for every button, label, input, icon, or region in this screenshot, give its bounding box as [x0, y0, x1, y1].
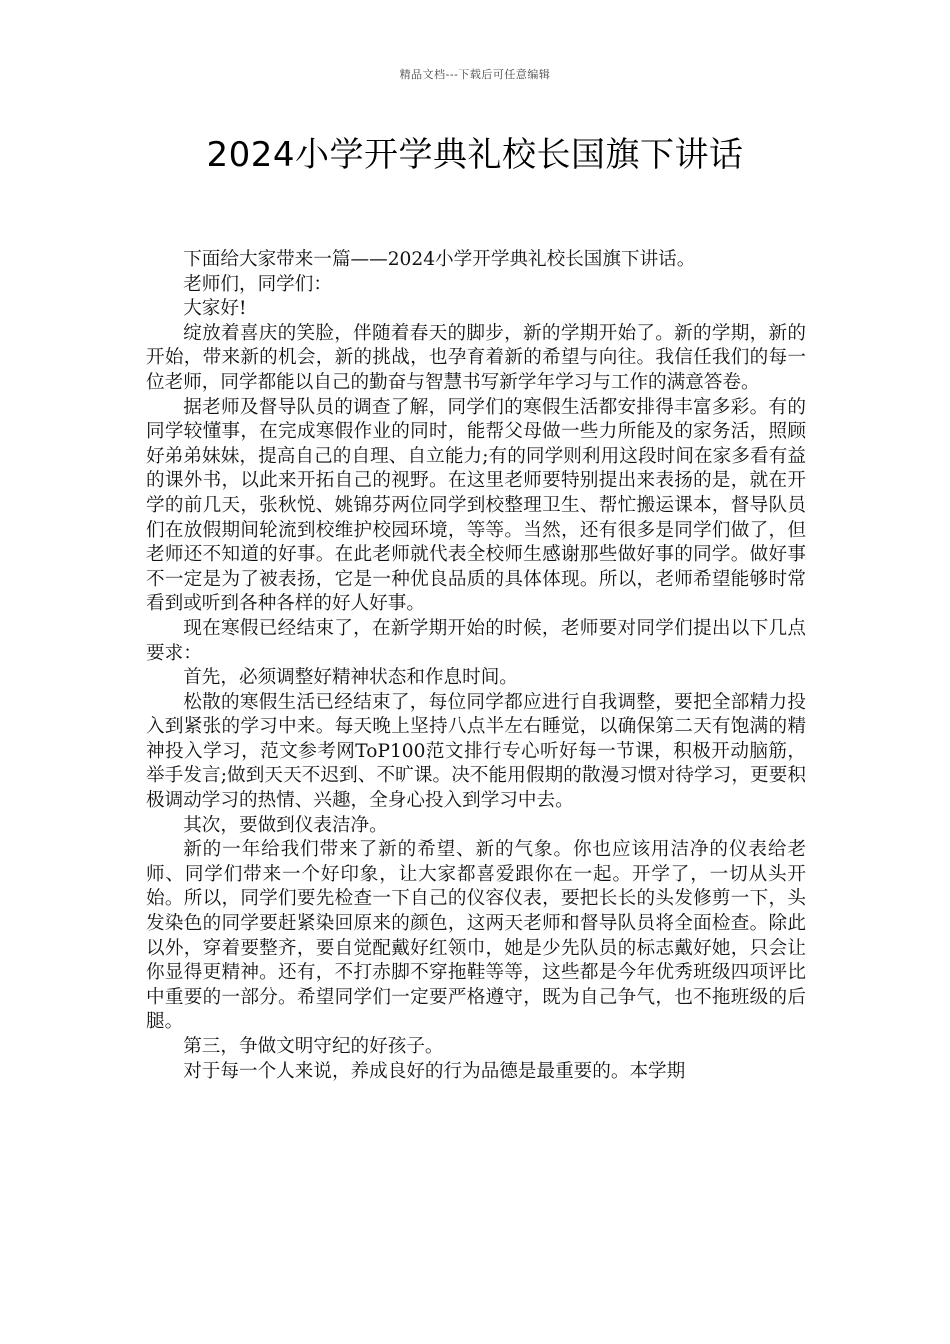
paragraph-point-two-detail: 新的一年给我们带来了新的希望、新的气象。你也应该用洁净的仪表给老师、同学们带来一个好印象，让大家都喜爱跟你在一起。开学了，一切从头开始。所以，同学们要先检查一下自己的仪容仪表，要把长长的头发修剪一下，头发染色的同学要赶紧染回原来的颜色，这两天老师和督导队员将全面检查。除此以外，穿着要整齐，要自觉配戴好红领巾，她是少先队员的标志戴好她，只会让你显得更精神。还有，不打赤脚不穿拖鞋等等，这些都是今年优秀班级四项评比中重要的一部分。希望同学们一定要严格遵守，既为自己争气，也不拖班级的后腿。 [146, 839, 806, 1033]
paragraph-winter-break: 据老师及督导队员的调查了解，同学们的寒假生活都安排得丰富多彩。有的同学较懂事，在完成寒假作业的同时，能帮父母做一些力所能及的家务活，照顾好弟弟妹妹，提高自己的自理、自立能力;有的同学则利用这段时间在家多看有益的课外书，以此来开拓自己的视野。在这里老师要特别提出来表扬的是，就在开学的前几天，张秋悦、姚锦芬两位同学到校整理卫生、帮忙搬运课本，督导队员们在放假期间轮流到校维护校园环境，等等。当然，还有很多是同学们做了，但老师还不知道的好事。在此老师就代表全校师生感谢那些做好事的同学。做好事不一定是为了被表扬，它是一种优良品质的具体体现。所以，老师希望能够时常看到或听到各种各样的好人好事。 [146, 396, 806, 615]
paragraph-requirements-intro: 现在寒假已经结束了，在新学期开始的时候，老师要对同学们提出以下几点要求： [146, 617, 806, 664]
paragraph-point-one: 首先，必须调整好精神状态和作息时间。 [183, 667, 518, 689]
paragraph-salutation: 老师们，同学们： [183, 273, 332, 295]
paragraph-point-three-detail: 对于每一个人来说，养成良好的行为品德是最重要的。本学期 [183, 1060, 686, 1082]
paragraph-intro: 下面给大家带来一篇——2024小学开学典礼校长国旗下讲话。 [183, 249, 696, 270]
paragraph-greeting: 大家好! [183, 298, 247, 320]
paragraph-point-one-detail: 松散的寒假生活已经结束了，每位同学都应进行自我调整，要把全部精力投入到紧张的学习中来。每天晚上坚持八点半左右睡觉，以确保第二天有饱满的精神投入学习，范文参考网ToP100范文排行专心听好每一节课，积极开动脑筋，举手发言;做到天天不迟到、不旷课。决不能用假期的散漫习惯对待学习，更要积极调动学习的热情、兴趣，全身心投入到学习中去。 [146, 691, 806, 812]
header-note: 精品文档---下载后可任意编辑 [399, 68, 551, 81]
paragraph-point-three: 第三，争做文明守纪的好孩子。 [183, 1036, 444, 1057]
paragraph-opening: 绽放着喜庆的笑脸，伴随着春天的脚步，新的学期开始了。新的学期，新的开始，带来新的机会，新的挑战，也孕育着新的希望与向往。我信任我们的每一位老师，同学都能以自己的勤奋与智慧书写新学年学习与工作的满意答卷。 [146, 322, 806, 393]
paragraph-point-two: 其次，要做到仪表洁净。 [183, 814, 388, 836]
document-body [146, 248, 806, 1084]
document-title: 2024小学开学典礼校长国旗下讲话 [206, 135, 744, 175]
